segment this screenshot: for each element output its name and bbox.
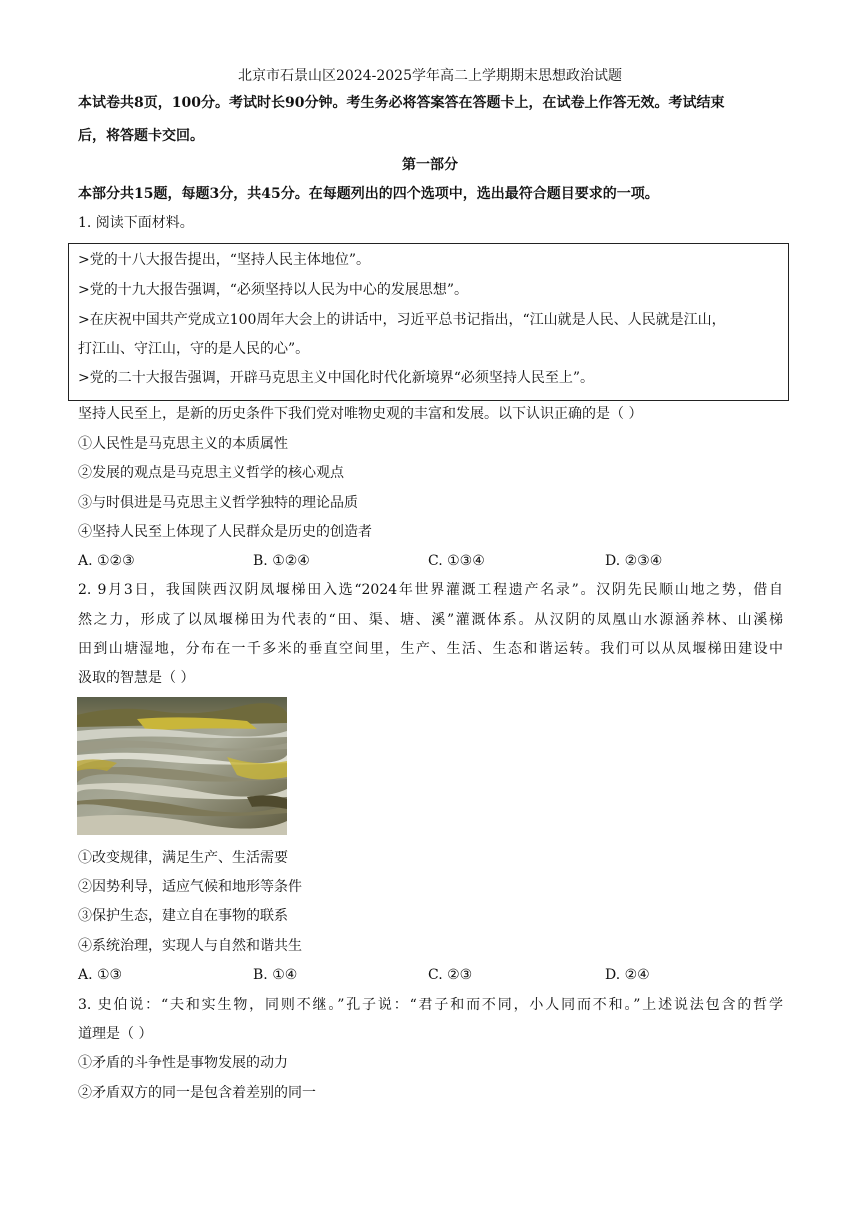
q1-stem: 1. 阅读下面材料。 bbox=[78, 215, 194, 231]
q2-stem-line: 然之力，形成了以凤堰梯田为代表的“田、渠、塘、溪”灌溉体系。从汉阴的凤凰山水源涵养林、山溪梯 bbox=[78, 612, 783, 628]
q1-question: 坚持人民至上，是新的历史条件下我们党对唯物史观的丰富和发展。以下认识正确的是（ ） bbox=[78, 406, 643, 422]
q1-statement: ③与时俱进是马克思主义哲学独特的理论品质 bbox=[78, 495, 358, 511]
q2-stem-line: 汲取的智慧是（ ） bbox=[78, 670, 195, 686]
q2-option-b[interactable]: B. ①④ bbox=[253, 967, 298, 983]
exam-title: 北京市石景山区2024-2025学年高二上学期期末思想政治试题 bbox=[238, 68, 622, 84]
q2-option-d[interactable]: D. ②④ bbox=[605, 967, 650, 983]
q2-statement: ①改变规律，满足生产、生活需要 bbox=[78, 850, 288, 866]
q3-statement: ②矛盾双方的同一是包含着差别的同一 bbox=[78, 1085, 316, 1101]
instructions-line-1: 本试卷共8页，100分。考试时长90分钟。考生务必将答案答在答题卡上，在试卷上作答无效。考试结束 bbox=[78, 95, 725, 111]
terraced-fields-photo bbox=[77, 697, 287, 835]
q1-material-line: >党的十九大报告强调，“必须坚持以人民为中心的发展思想”。 bbox=[78, 282, 469, 298]
q3-stem-line: 道理是（ ） bbox=[78, 1026, 153, 1042]
q2-stem-line: 2. 9月3日，我国陕西汉阴凤堰梯田入选“2024年世界灌溉工程遗产名录”。汉阴先民顺山地之势，借自 bbox=[78, 582, 783, 598]
q1-option-a[interactable]: A. ①②③ bbox=[78, 553, 135, 569]
q2-option-a[interactable]: A. ①③ bbox=[78, 967, 123, 983]
q1-option-d[interactable]: D. ②③④ bbox=[605, 553, 663, 569]
q2-option-c[interactable]: C. ②③ bbox=[428, 967, 473, 983]
q1-material-line: >党的二十大报告强调，开辟马克思主义中国化时代化新境界“必须坚持人民至上”。 bbox=[78, 370, 595, 386]
q1-material-line: 打江山、守江山，守的是人民的心”。 bbox=[78, 341, 310, 357]
q1-statement: ④坚持人民至上体现了人民群众是历史的创造者 bbox=[78, 524, 372, 540]
q3-statement: ①矛盾的斗争性是事物发展的动力 bbox=[78, 1055, 288, 1071]
q1-option-c[interactable]: C. ①③④ bbox=[428, 553, 485, 569]
part-title: 第一部分 bbox=[402, 157, 458, 173]
part-intro: 本部分共15题，每题3分，共45分。在每题列出的四个选项中，选出最符合题目要求的一项。 bbox=[78, 186, 659, 202]
q1-material-line: >在庆祝中国共产党成立100周年大会上的讲话中，习近平总书记指出，“江山就是人民、人民就是江山， bbox=[78, 312, 726, 328]
q2-stem-line: 田到山塘湿地，分布在一千多米的垂直空间里，生产、生活、生态和谐运转。我们可以从凤堰梯田建设中 bbox=[78, 641, 783, 657]
q1-statement: ②发展的观点是马克思主义哲学的核心观点 bbox=[78, 465, 344, 481]
q3-stem-line: 3. 史伯说：“夫和实生物，同则不继。”孔子说：“君子和而不同，小人同而不和。”上述说法包含的哲学 bbox=[78, 997, 783, 1013]
q2-statement: ②因势利导，适应气候和地形等条件 bbox=[78, 879, 302, 895]
q2-statement: ③保护生态，建立自在事物的联系 bbox=[78, 908, 288, 924]
q2-statement: ④系统治理，实现人与自然和谐共生 bbox=[78, 938, 302, 954]
q1-option-b[interactable]: B. ①②④ bbox=[253, 553, 310, 569]
q1-statement: ①人民性是马克思主义的本质属性 bbox=[78, 436, 288, 452]
q1-material-line: >党的十八大报告提出，“坚持人民主体地位”。 bbox=[78, 252, 371, 268]
instructions-line-2: 后，将答题卡交回。 bbox=[78, 128, 204, 144]
